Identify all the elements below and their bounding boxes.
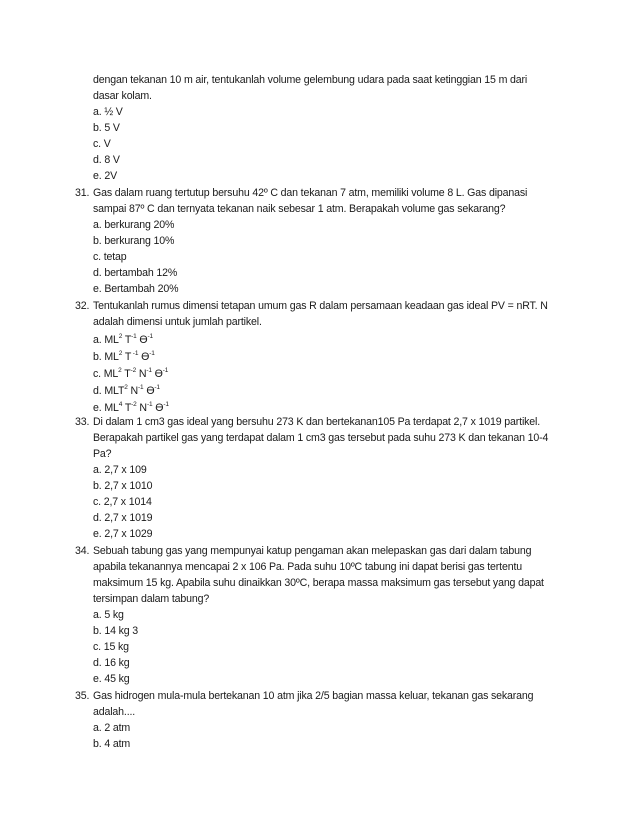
answer-option: a. berkurang 20% xyxy=(93,219,175,231)
question-31 xyxy=(75,186,527,200)
question-text-line: tersimpan dalam tabung? xyxy=(93,593,210,605)
answer-option: e. Bertambah 20% xyxy=(93,283,179,295)
question-text-line: adalah.... xyxy=(93,706,136,718)
question-text-line: Sebuah tabung gas yang mempunyai katup pengaman akan melepaskan gas dari dalam tabung xyxy=(93,545,532,557)
question-text-line: Pa? xyxy=(93,448,112,460)
answer-option: a. 5 kg xyxy=(93,609,124,621)
answer-option: c. V xyxy=(93,138,111,150)
answer-option: d. MLT$^2$ $N^{-1}$ $Ө^{-1}$ xyxy=(93,384,160,397)
question-33 xyxy=(75,415,540,429)
answer-option: d. bertambah 12% xyxy=(93,267,178,279)
question-text-line: Tentukanlah rumus dimensi tetapan umum gas R dalam persamaan keadaan gas ideal PV = nRT. N xyxy=(93,300,548,312)
question-text-line: Berapakah partikel gas yang terdapat dalam 1 cm3 gas tersebut pada suhu 273 K dan tekanan 10-4 xyxy=(93,432,549,444)
answer-option: e. 45 kg xyxy=(93,673,130,685)
answer-option: b. 5 V xyxy=(93,122,120,134)
question-34 xyxy=(75,544,531,558)
question-text-line: dengan tekanan 10 m air, tentukanlah volume gelembung udara pada saat ketinggian 15 m dari xyxy=(93,74,528,86)
question-text-line: Di dalam 1 cm3 gas ideal yang bersuhu 273 K dan bertekanan105 Pa terdapat 2,7 x 1019 partikel. xyxy=(93,416,541,428)
question-32 xyxy=(75,299,548,313)
answer-option: d. 16 kg xyxy=(93,657,130,669)
answer-option: a. 2 atm xyxy=(93,722,131,734)
question-text-line: dasar kolam. xyxy=(93,90,152,102)
answer-option: c. tetap xyxy=(93,251,127,263)
question-text-line: maksimum 15 kg. Apabila suhu dinaikkan 30ºC, berapa massa maksimum gas tersebut yang dapat xyxy=(93,577,544,589)
answer-option: e. 2V xyxy=(93,170,117,182)
question-number: 34. xyxy=(75,545,90,557)
answer-option: b. 4 atm xyxy=(93,738,131,750)
answer-option: b. 2,7 x 1010 xyxy=(93,480,153,492)
question-text-line: Gas dalam ruang tertutup bersuhu 42º C dan tekanan 7 atm, memiliki volume 8 L. Gas dipanasi xyxy=(93,187,528,199)
answer-option: c. 15 kg xyxy=(93,641,129,653)
question-text-line: apabila tekanannya mencapai 2 x 106 Pa. Pada suhu 10ºC tabung ini dapat berisi gas tertentu xyxy=(93,561,522,573)
answer-option: a. 2,7 x 109 xyxy=(93,464,147,476)
answer-option: e. 2,7 x 1029 xyxy=(93,528,153,540)
question-text-line: Gas hidrogen mula-mula bertekanan 10 atm jika 2/5 bagian massa keluar, tekanan gas sekarang xyxy=(93,690,534,702)
question-number: 33. xyxy=(75,416,90,428)
question-number: 32. xyxy=(75,300,90,312)
answer-option: c. $ML^2$ $T^{-2}$ $N^{-1}$ $Ө^{-1}$ xyxy=(93,367,169,380)
answer-option: a. ½ V xyxy=(93,106,123,118)
answer-option: d. 8 V xyxy=(93,154,120,166)
answer-option: d. 2,7 x 1019 xyxy=(93,512,153,524)
answer-option: c. 2,7 x 1014 xyxy=(93,496,152,508)
question-text-line: adalah dimensi untuk jumlah partikel. xyxy=(93,316,262,328)
question-number: 31. xyxy=(75,187,90,199)
question-text-line: sampai 87º C dan ternyata tekanan naik sebesar 1 atm. Berapakah volume gas sekarang? xyxy=(93,203,506,215)
answer-option: b. $ML^2$ T $^{-1}$ $Ө^{-1}$ xyxy=(93,350,155,363)
answer-option: b. berkurang 10% xyxy=(93,235,175,247)
question-number: 35. xyxy=(75,690,90,702)
question-35 xyxy=(75,689,533,703)
answer-option: e. $ML^4$ $T^{-2}$ $N^{-1}$ $Ө^{-1}$ xyxy=(93,401,169,414)
answer-option: b. 14 kg 3 xyxy=(93,625,139,637)
answer-option: a. $ML^2$ $T^{-1}$ $Ө^{-1}$ xyxy=(93,333,154,346)
